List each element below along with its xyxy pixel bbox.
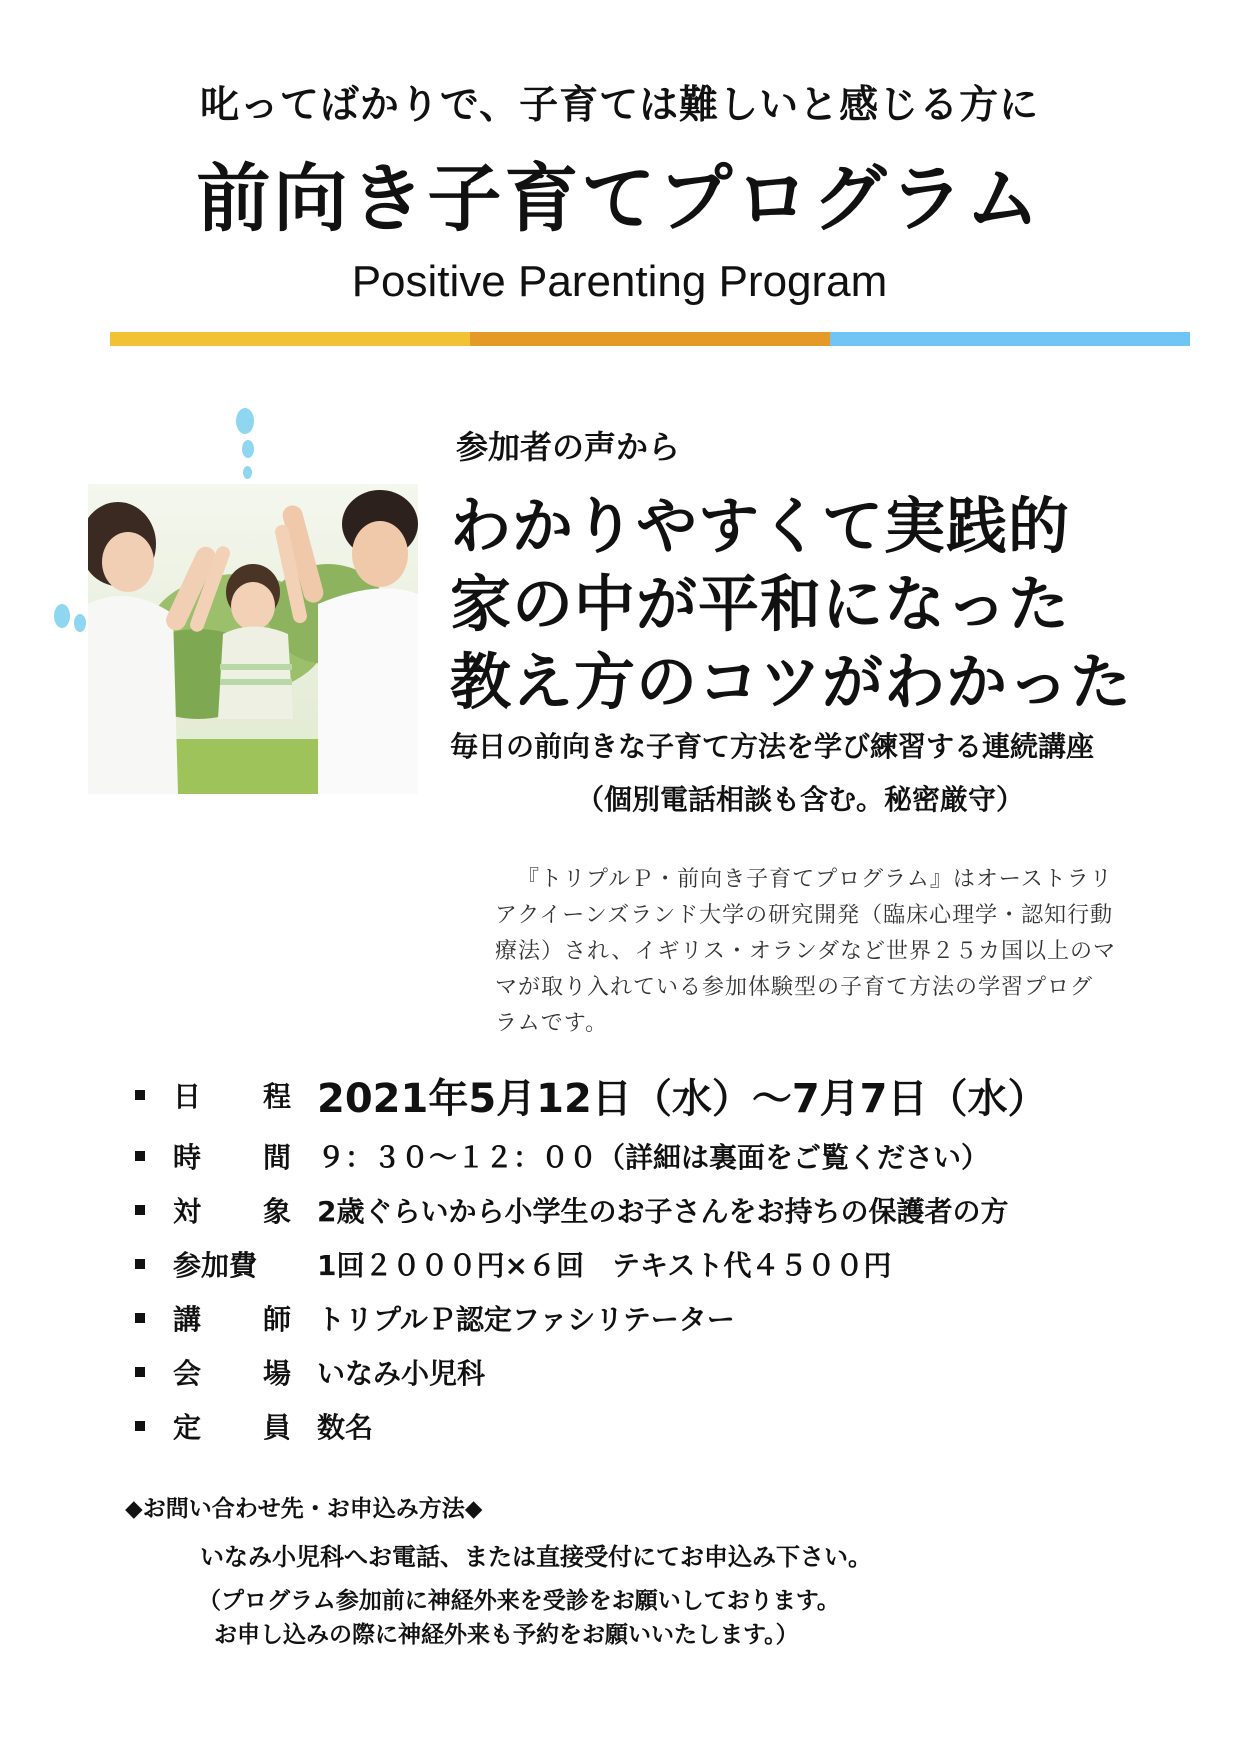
bubble-decoration	[242, 440, 254, 458]
about-line: ラムです。	[495, 1011, 609, 1036]
bullet-icon	[135, 1205, 145, 1215]
contact-note: （プログラム参加前に神経外来を受診をお願いしております。	[198, 1588, 840, 1614]
detail-label: 参加費	[173, 1249, 258, 1282]
detail-value: トリプルＰ認定ファシリテーター	[317, 1303, 735, 1336]
divider-segment-blue	[830, 332, 1190, 346]
bubble-decoration	[54, 604, 70, 628]
voices-label: 参加者の声から	[456, 428, 681, 466]
bullet-icon	[135, 1259, 145, 1269]
detail-row-schedule	[135, 1070, 1048, 1120]
about-line: 『トリプルＰ・前向き子育てプログラム』はオーストラリ	[517, 867, 1113, 892]
contact-text: いなみ小児科へお電話、または直接受付にてお申込み下さい。	[200, 1543, 872, 1571]
contact-heading: ◆お問い合わせ先・お申込み方法◆	[125, 1496, 483, 1522]
detail-value: 2021年5月12日（水）～7月7日（水）	[317, 1075, 1048, 1122]
detail-value: 1回２０００円×６回 テキスト代４５００円	[317, 1249, 892, 1282]
voice-line: わかりやすくて実践的	[450, 491, 1071, 562]
color-divider	[110, 332, 1190, 346]
bullet-icon	[135, 1313, 145, 1323]
about-line: 療法）され、イギリス・オランダなど世界２５カ国以上のマ	[495, 939, 1117, 964]
detail-row-capacity	[135, 1406, 373, 1446]
detail-row-venue	[135, 1352, 485, 1392]
tagline: 叱ってばかりで、子育ては難しいと感じる方に	[199, 83, 1040, 128]
bubble-decoration	[243, 466, 252, 479]
detail-value: 数名	[317, 1411, 374, 1444]
detail-label: 定 員	[173, 1411, 291, 1444]
detail-value: いなみ小児科	[317, 1357, 486, 1390]
bullet-icon	[135, 1090, 145, 1100]
divider-segment-yellow	[110, 332, 470, 346]
program-about	[495, 862, 1135, 1042]
divider-segment-orange	[470, 332, 830, 346]
course-description: 毎日の前向きな子育て方法を学び練習する連続講座	[450, 730, 1095, 763]
detail-value: 2歳ぐらいから小学生のお子さんをお持ちの保護者の方	[317, 1195, 1009, 1228]
bubble-decoration	[236, 408, 254, 434]
detail-label: 会 場	[173, 1357, 291, 1390]
detail-row-time	[135, 1136, 989, 1176]
about-line: マが取り入れている参加体験型の子育て方法の学習プログ	[495, 975, 1094, 1000]
detail-label: 講 師	[173, 1303, 291, 1336]
voice-line: 教え方のコツがわかった	[450, 647, 1133, 718]
detail-row-instructor	[135, 1298, 735, 1338]
detail-value: ９：３０～１２：００（詳細は裏面をご覧ください）	[317, 1141, 990, 1174]
page-title: 前向き子育てプログラム	[196, 156, 1043, 242]
page-subtitle: Positive Parenting Program	[351, 257, 888, 306]
detail-label: 対 象	[173, 1195, 291, 1228]
course-note: （個別電話相談も含む。秘密厳守）	[575, 783, 1024, 816]
detail-label: 日 程	[173, 1080, 291, 1113]
family-photo	[88, 484, 418, 794]
voice-line: 家の中が平和になった	[450, 569, 1071, 640]
bullet-icon	[135, 1151, 145, 1161]
bullet-icon	[135, 1367, 145, 1377]
bubble-decoration	[74, 614, 86, 632]
about-line: アクイーンズランド大学の研究開発（臨床心理学・認知行動	[495, 903, 1114, 928]
contact-note: お申し込みの際に神経外来も予約をお願いいたします。）	[214, 1622, 799, 1648]
bullet-icon	[135, 1421, 145, 1431]
detail-row-target	[135, 1190, 1009, 1230]
detail-label: 時 間	[173, 1141, 291, 1174]
detail-row-fee	[135, 1244, 891, 1284]
